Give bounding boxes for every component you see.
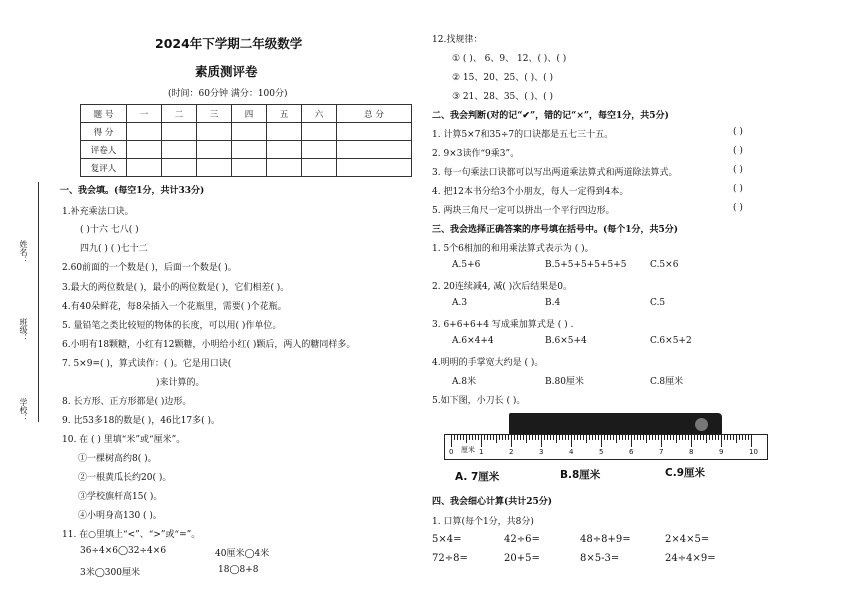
ruler-number: 4 [569, 448, 574, 456]
question-10-item: ③学校旗杆高15( )。 [78, 492, 163, 502]
ruler-tick [475, 435, 476, 440]
choice-option: B.5+5+5+5+5+5 [545, 260, 627, 270]
ruler-tick [634, 435, 635, 440]
question-11-item: 36÷4×6◯32÷4×6 [80, 546, 167, 556]
knife-length-option: C.9厘米 [665, 467, 706, 479]
ruler-tick [463, 435, 464, 440]
calc-subheading: 1. 口算(每个1分，共8分) [432, 517, 534, 527]
ruler-tick [676, 435, 677, 443]
ruler-tick [724, 435, 725, 440]
ruler-number: 0 [449, 448, 454, 456]
ruler-tick [715, 435, 716, 440]
grader-row-label: 评卷人 [81, 141, 127, 159]
score-header-cell: 二 [162, 105, 197, 123]
score-header-cell: 三 [197, 105, 232, 123]
section-3-heading: 三、我会选择正确答案的序号填在括号中。(每个1分，共5分) [432, 225, 679, 235]
choice-question: 3. 6+6+6+4 写成乘加算式是 ( ) . [432, 320, 574, 330]
binding-line [38, 182, 39, 422]
ruler-tick [508, 435, 509, 440]
question-11: 11. 在○里填上“<”、“>”或“=”。 [62, 530, 201, 540]
ruler-tick [694, 435, 695, 440]
ruler-number: 8 [689, 448, 694, 456]
ruler-tick [718, 435, 719, 440]
choice-option: C.5×6 [650, 260, 679, 270]
ruler-tick [703, 435, 704, 440]
ruler-tick [571, 435, 572, 447]
calc-item: 48÷8+9= [580, 534, 631, 545]
class-label: 班级： [19, 318, 28, 342]
ruler-tick [700, 435, 701, 440]
ruler-tick [529, 435, 530, 440]
exam-title: 2024年下学期二年级数学 [155, 36, 303, 51]
ruler-tick [625, 435, 626, 440]
calc-item: 42÷6= [504, 534, 540, 545]
ruler-tick [655, 435, 656, 440]
ruler-tick [598, 435, 599, 440]
calc-item: 24÷4×9= [665, 553, 716, 564]
judge-answer-paren: ( ) [733, 203, 743, 213]
question-12-item: ② 15、20、25、( )、( ) [452, 73, 554, 83]
choice-option: B.80厘米 [545, 377, 584, 387]
ruler-tick [574, 435, 575, 440]
ruler-tick [736, 435, 737, 443]
score-header-cell: 五 [267, 105, 302, 123]
score-table [80, 104, 412, 177]
ruler-tick [520, 435, 521, 440]
judge-question: 5. 两块三角尺一定可以拼出一个平行四边形。 [432, 206, 615, 216]
ruler-tick [526, 435, 527, 443]
score-table-header-row [81, 105, 412, 123]
choice-option: B.4 [545, 298, 561, 308]
ruler-number: 10 [749, 448, 758, 456]
choice-question-5: 5.如下图，小刀长 ( )。 [432, 396, 526, 406]
question-10-item: ①一棵树高约8( )。 [78, 454, 157, 464]
ruler-tick [688, 435, 689, 440]
question-11-item: 18◯8+8 [218, 565, 259, 575]
exam-subtitle: 素质测评卷 [195, 64, 258, 79]
ruler-tick [622, 435, 623, 440]
section-4-heading: 四、我会细心计算(共计25分) [432, 497, 553, 507]
question-3: 3.最大的两位数是( )，最小的两位数是( )，它们相差( )。 [62, 283, 290, 293]
choice-option: C.5 [650, 298, 666, 308]
ruler-tick [727, 435, 728, 440]
ruler-tick [454, 435, 455, 440]
section-2-heading: 二、我会判断(对的记“✔”，错的记“×”，每空1分，共5分) [432, 111, 669, 121]
judge-answer-paren: ( ) [733, 146, 743, 156]
ruler-tick [751, 435, 752, 447]
ruler-tick [709, 435, 710, 440]
score-header-cell: 一 [127, 105, 162, 123]
score-header-cell: 四 [232, 105, 267, 123]
ruler-tick [505, 435, 506, 440]
ruler-tick [646, 435, 647, 443]
ruler-tick [487, 435, 488, 440]
ruler-tick [550, 435, 551, 440]
score-header-cell: 六 [302, 105, 337, 123]
calc-item: 5×4= [432, 534, 462, 545]
ruler-tick [670, 435, 671, 440]
ruler-number: 9 [719, 448, 724, 456]
ruler-tick [586, 435, 587, 443]
time-info: (时间：60分钟 满分：100分) [168, 89, 288, 99]
ruler-tick [466, 435, 467, 443]
judge-answer-paren: ( ) [733, 127, 743, 137]
question-8: 8. 长方形、正方形都是( )边形。 [62, 397, 192, 407]
ruler-tick [733, 435, 734, 440]
score-header-cell: 题 号 [81, 105, 127, 123]
judge-answer-paren: ( ) [733, 184, 743, 194]
ruler-tick [472, 435, 473, 440]
ruler-tick [739, 435, 740, 440]
ruler-tick [493, 435, 494, 440]
ruler-tick [652, 435, 653, 440]
question-1-line-b: 四九( ) ( )七十二 [80, 244, 148, 254]
ruler-tick [535, 435, 536, 440]
judge-question: 1. 计算5×7和35÷7的口诀都是五七三十五。 [432, 130, 614, 140]
question-10-item: ②一根黄瓜长约20( )。 [78, 473, 172, 483]
ruler-number: 5 [599, 448, 604, 456]
ruler-tick [610, 435, 611, 440]
reviewer-row [81, 159, 412, 177]
choice-option: A.3 [452, 298, 468, 308]
question-12-item: ③ 21、28、35、( )、( ) [452, 92, 554, 102]
ruler-tick [742, 435, 743, 440]
ruler-tick [517, 435, 518, 440]
section-1-heading: 一、我会填。(每空1分，共计33分) [60, 186, 205, 196]
judge-question: 3. 每一句乘法口诀都可以写出两道乘法算式和两道除法算式。 [432, 168, 678, 178]
ruler-tick [478, 435, 479, 440]
ruler-tick [583, 435, 584, 440]
ruler-tick [556, 435, 557, 443]
ruler-tick [502, 435, 503, 440]
choice-option: C.8厘米 [650, 377, 684, 387]
choice-option: A.6×4+4 [452, 336, 494, 346]
ruler-tick [601, 435, 602, 447]
ruler-tick [661, 435, 662, 447]
score-header-cell: 总 分 [337, 105, 412, 123]
question-2: 2.60前面的一个数是( )，后面一个数是( )。 [62, 263, 237, 273]
choice-option: C.6×5+2 [650, 336, 692, 346]
ruler-tick [580, 435, 581, 440]
choice-question: 4.明明的手掌宽大约是 ( )。 [432, 358, 544, 368]
ruler-tick [541, 435, 542, 447]
ruler-tick [577, 435, 578, 440]
choice-question: 2. 20连续减4, 减( )次后结果是0。 [432, 282, 572, 292]
ruler-tick [499, 435, 500, 440]
knife-length-option: B.8厘米 [560, 469, 601, 481]
ruler-tick [553, 435, 554, 440]
question-7-line-b: )来计算的。 [156, 378, 205, 388]
ruler-tick [673, 435, 674, 440]
ruler-number: 1 [479, 448, 484, 456]
ruler-tick [592, 435, 593, 440]
ruler-tick [490, 435, 491, 440]
ruler-tick [685, 435, 686, 440]
grader-row [81, 141, 412, 159]
ruler-tick [706, 435, 707, 443]
ruler-tick [712, 435, 713, 440]
question-7-line-a: 7. 5×9=( )，算式读作：( )。它是用口诀( [62, 359, 232, 369]
choice-question: 1. 5个6相加的和用乘法算式表示为 ( )。 [432, 244, 594, 254]
ruler-tick [682, 435, 683, 440]
judge-question: 4. 把12本书分给3个小朋友，每人一定得到4本。 [432, 187, 629, 197]
ruler-tick [547, 435, 548, 440]
question-11-item: 3米◯300厘米 [80, 568, 140, 578]
ruler-tick [643, 435, 644, 440]
ruler-tick [511, 435, 512, 447]
question-1: 1.补充乘法口诀。 [62, 207, 134, 217]
judge-question: 2. 9×3读作“9乘3”。 [432, 149, 520, 159]
ruler-tick [457, 435, 458, 440]
choice-option: A.8米 [452, 377, 477, 387]
ruler-number: 2 [509, 448, 514, 456]
ruler-tick [637, 435, 638, 440]
ruler-tick [604, 435, 605, 440]
ruler-number: 7 [659, 448, 664, 456]
knife-length-option: A. 7厘米 [455, 471, 500, 483]
knife-bolt [695, 418, 708, 431]
ruler-tick [565, 435, 566, 440]
calc-item: 2×4×5= [665, 534, 710, 545]
ruler-tick [544, 435, 545, 440]
ruler-tick [745, 435, 746, 440]
reviewer-row-label: 复评人 [81, 159, 127, 177]
ruler-tick [664, 435, 665, 440]
ruler-tick [649, 435, 650, 440]
ruler-number: 6 [629, 448, 634, 456]
ruler-tick [619, 435, 620, 440]
ruler-tick [538, 435, 539, 440]
ruler-unit-label: 厘米 [461, 446, 475, 454]
ruler-tick [613, 435, 614, 440]
calc-item: 8×5-3= [580, 553, 620, 564]
ruler-tick [481, 435, 482, 447]
score-row-label: 得 分 [81, 123, 127, 141]
ruler-tick [469, 435, 470, 440]
ruler-tick [628, 435, 629, 440]
question-4: 4.有40朵鲜花，每8朵插入一个花瓶里，需要( )个花瓶。 [62, 302, 287, 312]
ruler-tick [667, 435, 668, 440]
ruler-tick [568, 435, 569, 440]
ruler-tick [514, 435, 515, 440]
ruler-tick [484, 435, 485, 440]
ruler-image [444, 434, 768, 460]
ruler-tick [496, 435, 497, 443]
question-10: 10. 在 ( ) 里填“米”或“厘米”。 [62, 435, 186, 445]
ruler-tick [679, 435, 680, 440]
question-9: 9. 比53多18的数是( )，46比17多( )。 [62, 416, 221, 426]
score-row [81, 123, 412, 141]
question-10-item: ④小明身高130 ( )。 [78, 511, 162, 521]
calc-item: 72÷8= [432, 553, 468, 564]
question-1-line-a: ( )十六 七八( ) [80, 225, 139, 235]
calc-item: 20+5= [504, 553, 540, 564]
ruler-tick [607, 435, 608, 440]
choice-option: B.6×5+4 [545, 336, 587, 346]
name-label: 姓名： [19, 240, 28, 264]
ruler-tick [523, 435, 524, 440]
ruler-number: 3 [539, 448, 544, 456]
ruler-tick [595, 435, 596, 440]
ruler-tick [631, 435, 632, 447]
choice-option: A.5+6 [452, 260, 481, 270]
question-12: 12.找规律： [432, 35, 483, 45]
ruler-tick [748, 435, 749, 440]
ruler-tick [460, 435, 461, 440]
ruler-tick [721, 435, 722, 447]
ruler-tick [559, 435, 560, 440]
ruler-tick [691, 435, 692, 447]
ruler-tick [451, 435, 452, 447]
question-11-item: 40厘米◯4米 [215, 549, 270, 559]
knife-image [509, 413, 722, 435]
ruler-tick [658, 435, 659, 440]
school-label: 学校： [19, 398, 28, 422]
ruler-tick [589, 435, 590, 440]
ruler-tick [640, 435, 641, 440]
ruler-tick [697, 435, 698, 440]
question-12-item: ① ( )、 6、9、 12、( )、( ) [452, 54, 567, 64]
question-6: 6.小明有18颗糖，小红有12颗糖，小明给小红( )颗后，两人的糖同样多。 [62, 340, 356, 350]
ruler-tick [730, 435, 731, 440]
ruler-tick [532, 435, 533, 440]
question-5: 5. 量铅笔之类比较短的物体的长度，可以用( )作单位。 [62, 321, 282, 331]
judge-answer-paren: ( ) [733, 165, 743, 175]
ruler-tick [616, 435, 617, 443]
ruler-tick [562, 435, 563, 440]
